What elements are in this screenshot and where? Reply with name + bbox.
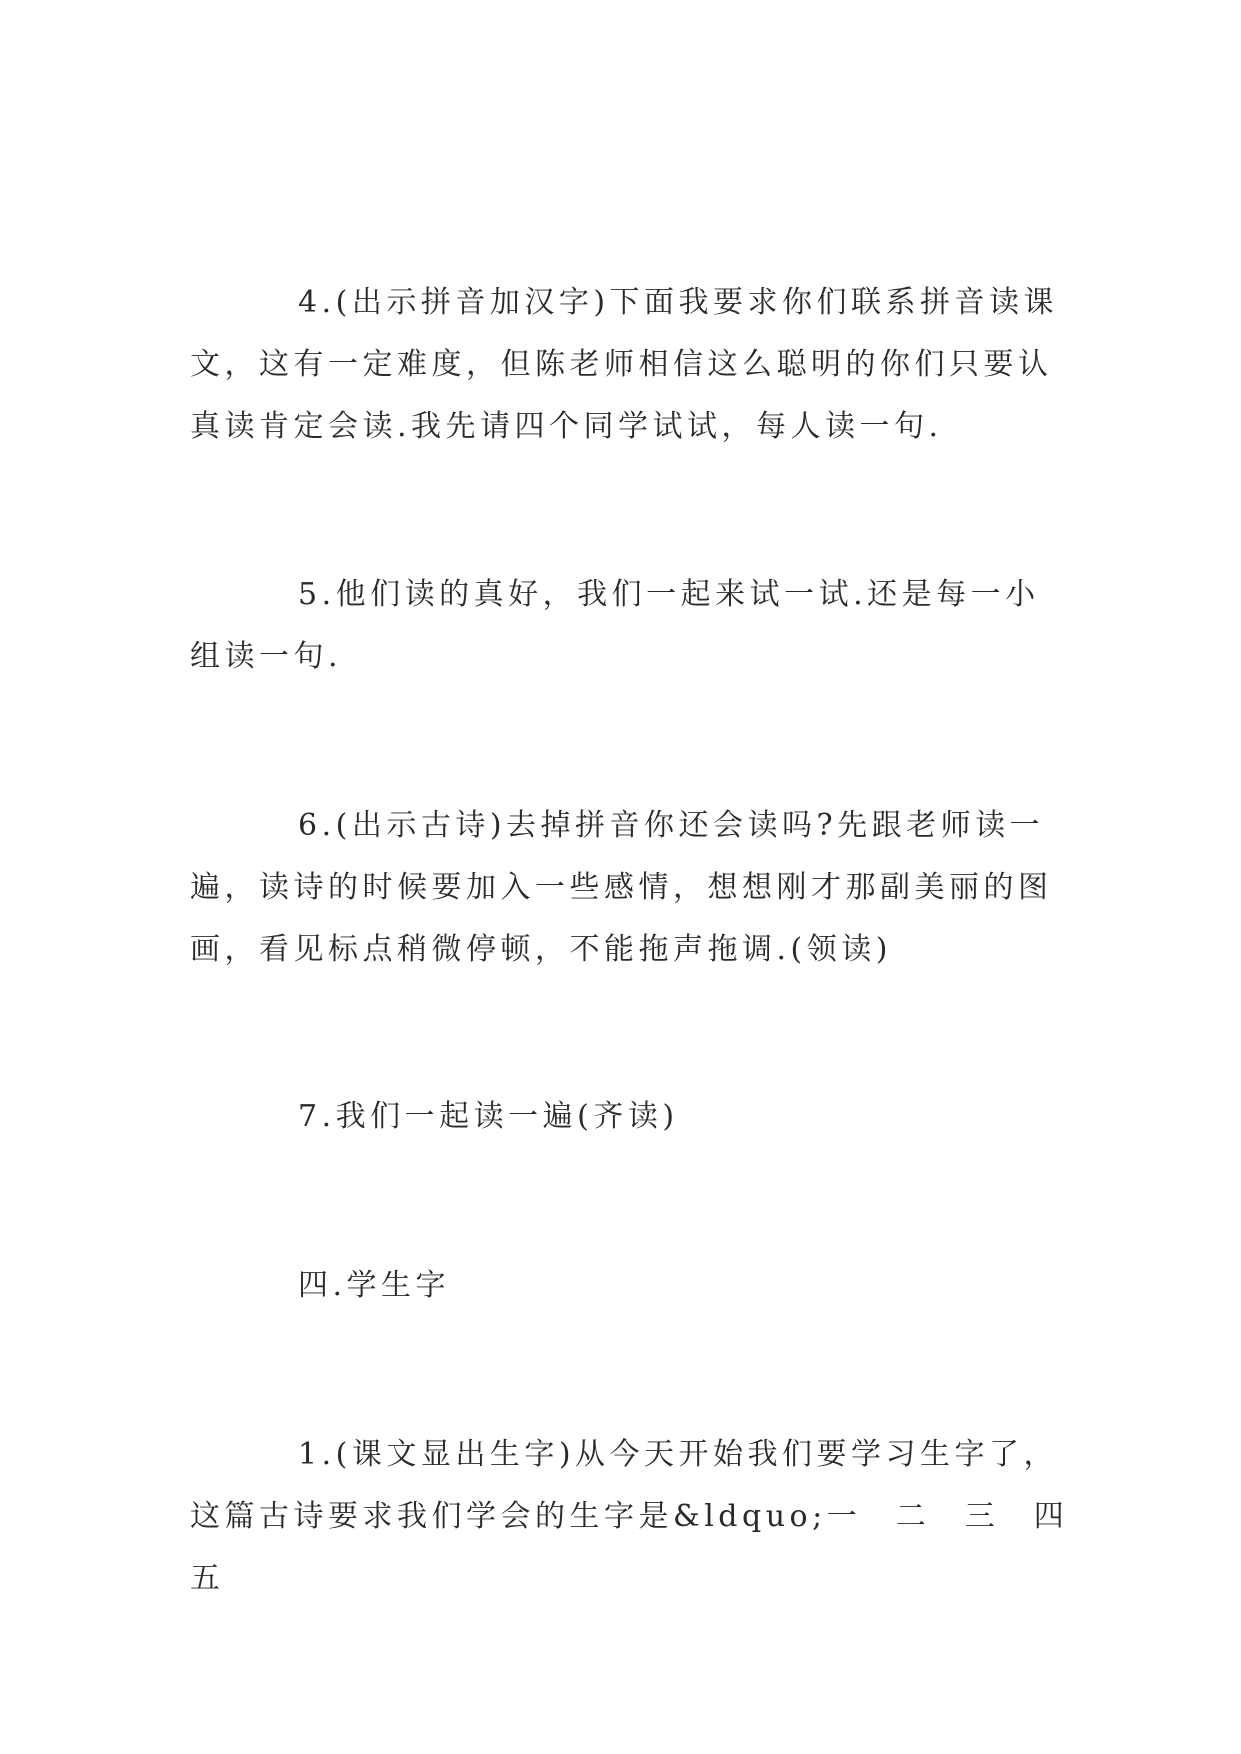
paragraph-step-7: 7.我们一起读一遍(齐读)	[298, 1099, 679, 1134]
paragraph-step-6: 6.(出示古诗)去掉拼音你还会读吗?先跟老师读一遍，读诗的时候要加入一些感情，想想刚才那副美丽的图画，看见标点稍微停顿，不能拖声拖调.(领读)	[190, 808, 1053, 967]
paragraph-step-5: 5.他们读的真好，我们一起来试一试.还是每一小组读一句.	[190, 577, 1040, 674]
paragraph-step-4: 4.(出示拼音加汉字)下面我要求你们联系拼音读课文，这有一定难度，但陈老师相信这么聪明的你们只要认真读肯定会读.我先请四个同学试试，每人读一句.	[190, 285, 1059, 444]
paragraph-step-1-characters: 1.(课文显出生字)从今天开始我们要学习生字了，这篇古诗要求我们学会的生字是&ldquo;一 二 三 四 五	[190, 1437, 1103, 1596]
section-heading-learn-characters: 四.学生字	[298, 1268, 451, 1303]
